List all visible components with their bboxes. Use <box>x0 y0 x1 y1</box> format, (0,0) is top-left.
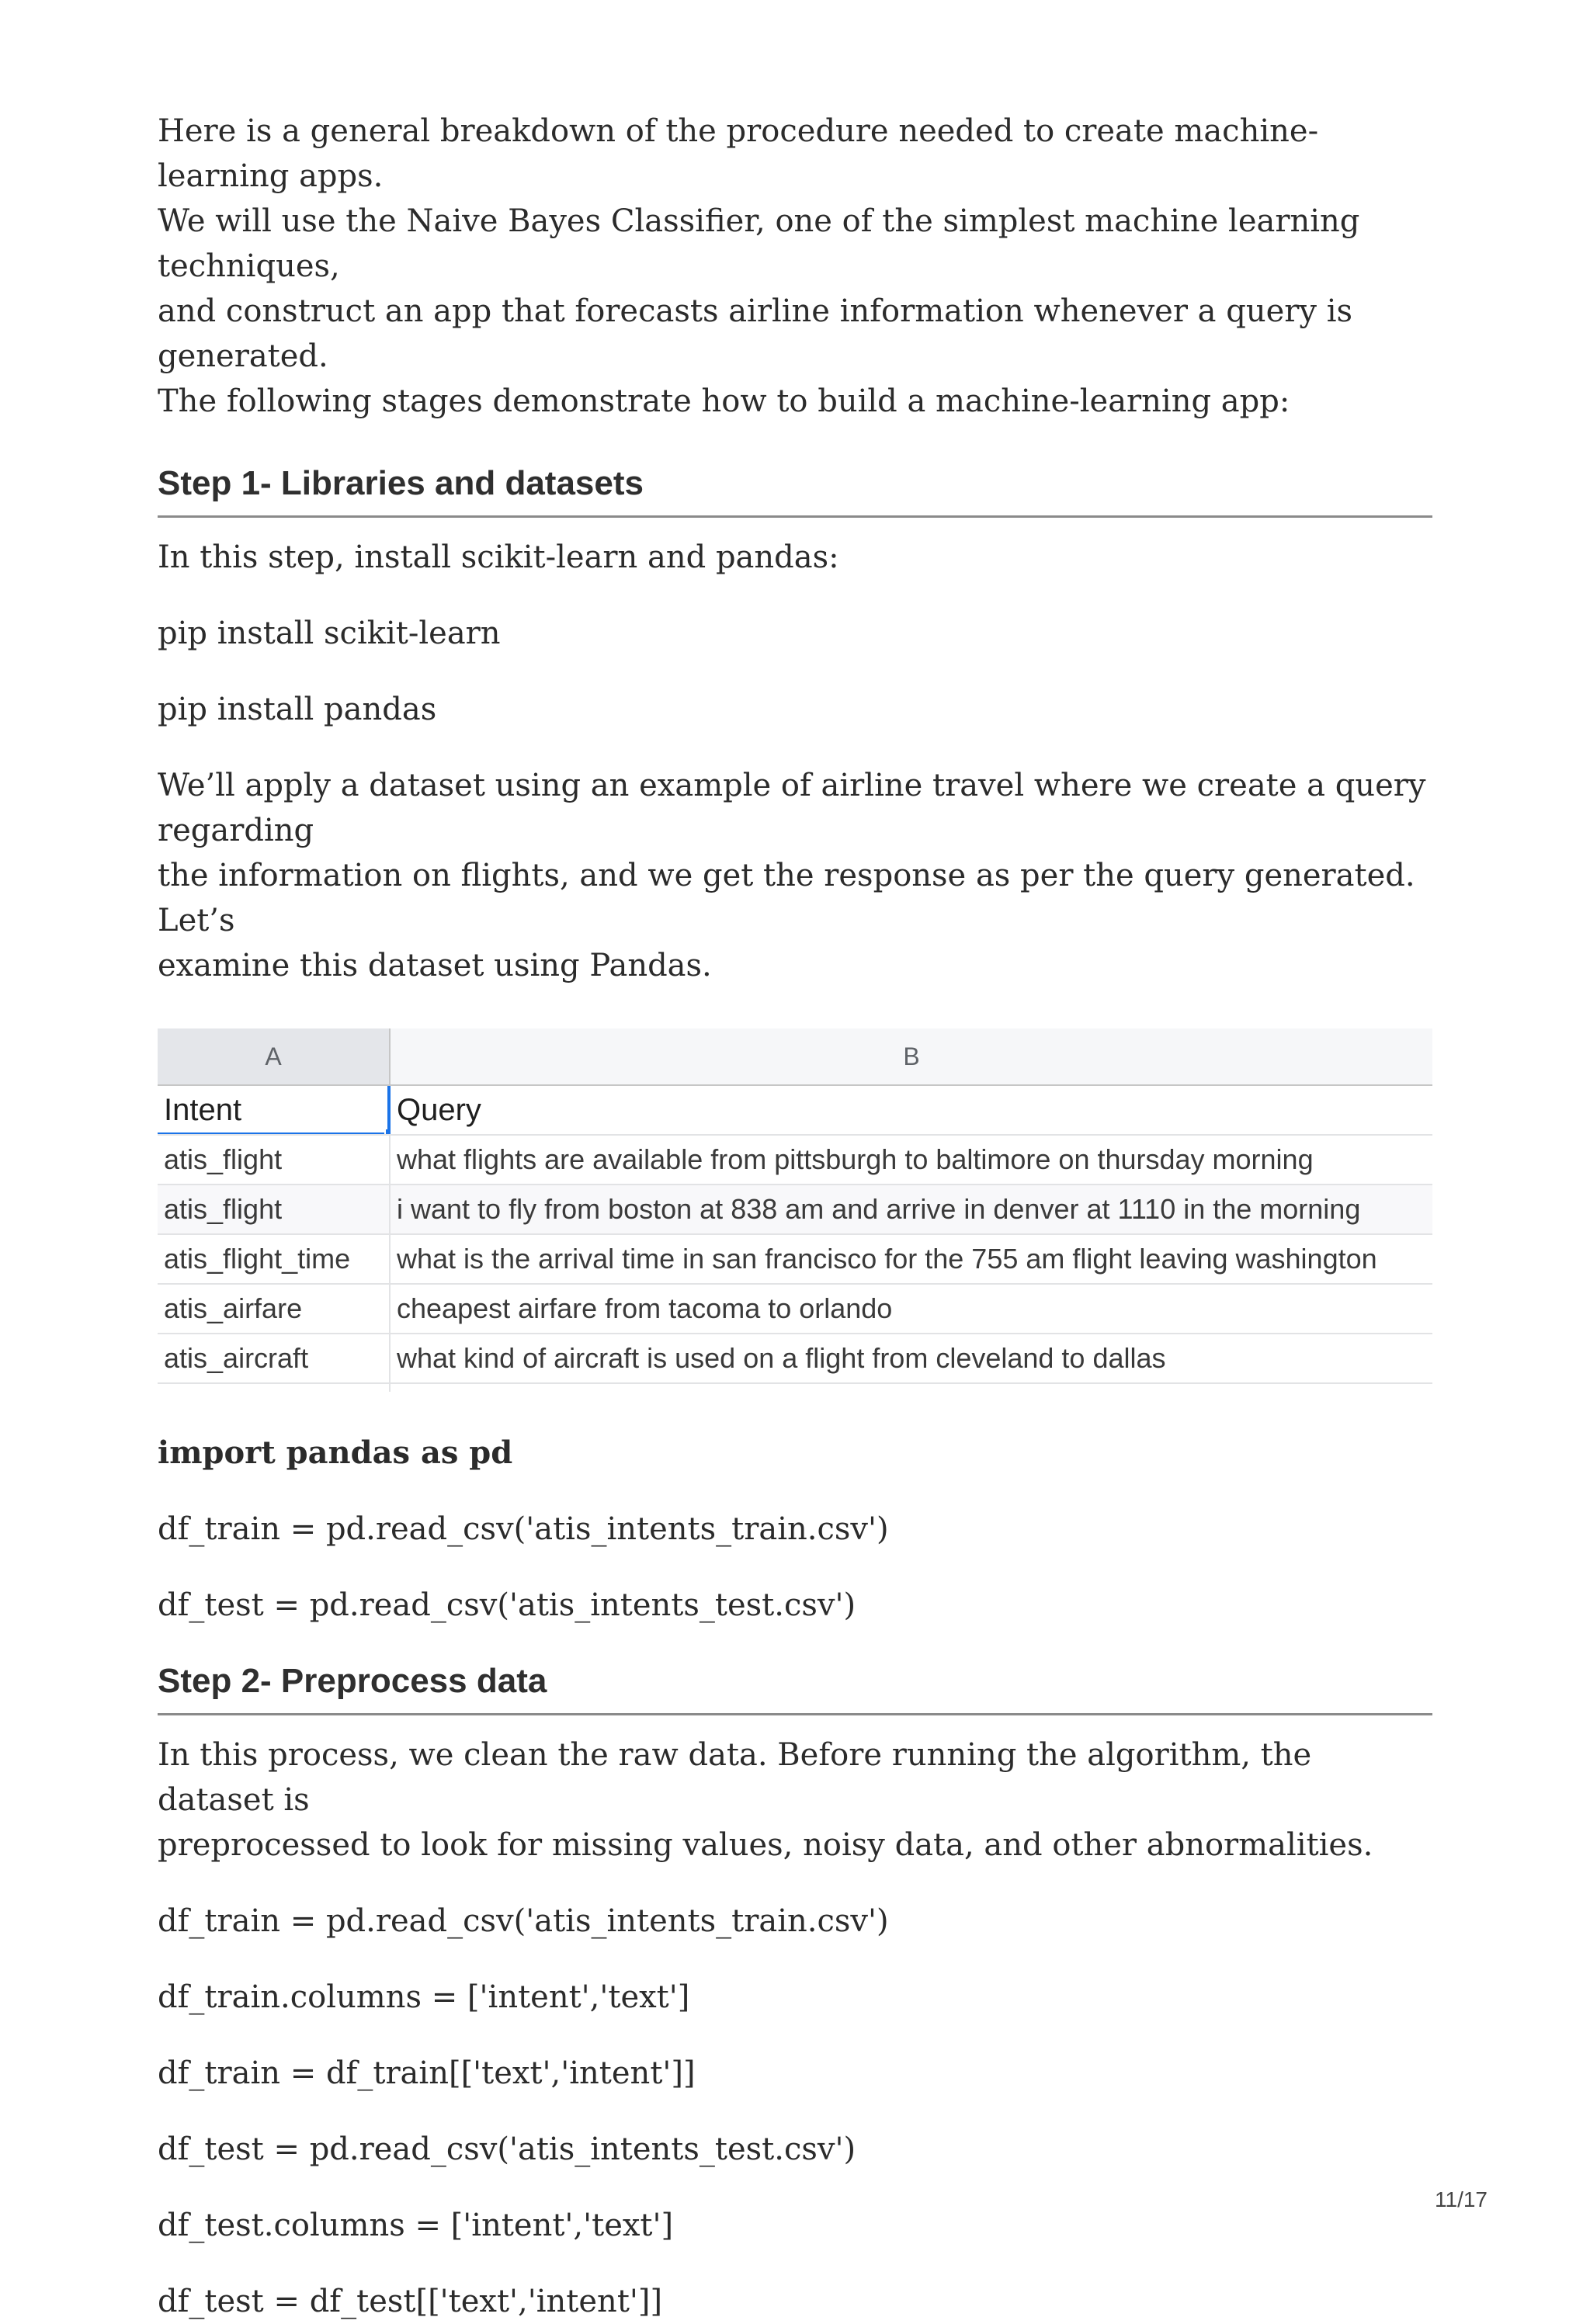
dataset-paragraph <box>158 763 1432 988</box>
intro-line: Here is a general breakdown of the procedure needed to create machine-learning apps. <box>158 113 1319 194</box>
intent-cell: atis_flight_time <box>158 1235 391 1283</box>
sheet-partial-row <box>158 1384 1432 1392</box>
table-row <box>158 1334 1432 1384</box>
preprocess-line: preprocessed to look for missing values, noisy data, and other abnormalities. <box>158 1827 1373 1863</box>
code-read-train: df_train = pd.read_csv('atis_intents_train.csv') <box>158 1511 889 1547</box>
table-row <box>158 1136 1432 1185</box>
column-header-b: B <box>903 1042 920 1070</box>
document-page <box>158 109 1432 2324</box>
dataset-line: the information on flights, and we get the response as per the query generated. Let’s <box>158 858 1415 938</box>
query-cell: what kind of aircraft is used on a flight from cleveland to dallas <box>397 1342 1166 1374</box>
intent-cell: atis_flight <box>158 1185 391 1233</box>
preprocess-paragraph <box>158 1733 1432 1868</box>
intent-cell: atis_aircraft <box>158 1334 391 1382</box>
selection-fill-handle <box>384 1128 391 1134</box>
code-line: df_test.columns = ['intent','text'] <box>158 2208 674 2243</box>
query-cell: i want to fly from boston at 838 am and arrive in denver at 1110 in the morning <box>397 1193 1361 1225</box>
intent-cell: atis_airfare <box>158 1285 391 1333</box>
code-import-pandas: import pandas as pd <box>158 1434 513 1471</box>
intro-line: The following stages demonstrate how to build a machine-learning app: <box>158 383 1290 419</box>
page-number: 11/17 <box>1435 2187 1488 2211</box>
query-cell: what is the arrival time in san francisco for the 755 am flight leaving washington <box>397 1243 1377 1275</box>
selection-border <box>158 1133 387 1134</box>
intro-line: and construct an app that forecasts airline information whenever a query is generated. <box>158 293 1353 374</box>
table-row <box>158 1235 1432 1285</box>
intro-line: We will use the Naive Bayes Classifier, one of the simplest machine learning techniques, <box>158 203 1360 284</box>
install-intro: In this step, install scikit-learn and pandas: <box>158 539 839 575</box>
pip-install-scikit-learn: pip install scikit-learn <box>158 616 501 651</box>
dataset-line: examine this dataset using Pandas. <box>158 948 712 983</box>
step1-heading: Step 1- Libraries and datasets <box>158 461 1432 518</box>
dataset-line: We’ll apply a dataset using an example of airline travel where we create a query regarding <box>158 768 1426 848</box>
sheet-column-header-row <box>158 1028 1432 1086</box>
code-line: df_train = pd.read_csv('atis_intents_train.csv') <box>158 1903 889 1939</box>
header-intent-text: Intent <box>164 1093 242 1127</box>
step2-heading: Step 2- Preprocess data <box>158 1659 1432 1715</box>
column-header-a: A <box>158 1028 391 1084</box>
table-row <box>158 1185 1432 1235</box>
code-read-test: df_test = pd.read_csv('atis_intents_test.csv') <box>158 1587 856 1623</box>
header-cell-query: Query <box>397 1093 481 1127</box>
query-cell: cheapest airfare from tacoma to orlando <box>397 1292 893 1324</box>
table-row <box>158 1285 1432 1334</box>
sheet-title-row <box>158 1086 1432 1136</box>
preprocess-line: In this process, we clean the raw data. Before running the algorithm, the dataset is <box>158 1737 1312 1818</box>
code-line: df_train = df_train[['text','intent']] <box>158 2055 696 2091</box>
sheet-partial-cell <box>158 1384 391 1392</box>
query-cell: what flights are available from pittsburgh to baltimore on thursday morning <box>397 1143 1314 1175</box>
dataset-spreadsheet-image <box>158 1028 1432 1392</box>
intro-paragraph <box>158 109 1432 424</box>
code-line: df_train.columns = ['intent','text'] <box>158 1979 690 2015</box>
header-cell-intent <box>158 1086 391 1134</box>
code-line: df_test = pd.read_csv('atis_intents_test.csv') <box>158 2131 856 2167</box>
pip-install-pandas: pip install pandas <box>158 692 437 727</box>
code-line: df_test = df_test[['text','intent']] <box>158 2284 663 2319</box>
intent-cell: atis_flight <box>158 1136 391 1184</box>
